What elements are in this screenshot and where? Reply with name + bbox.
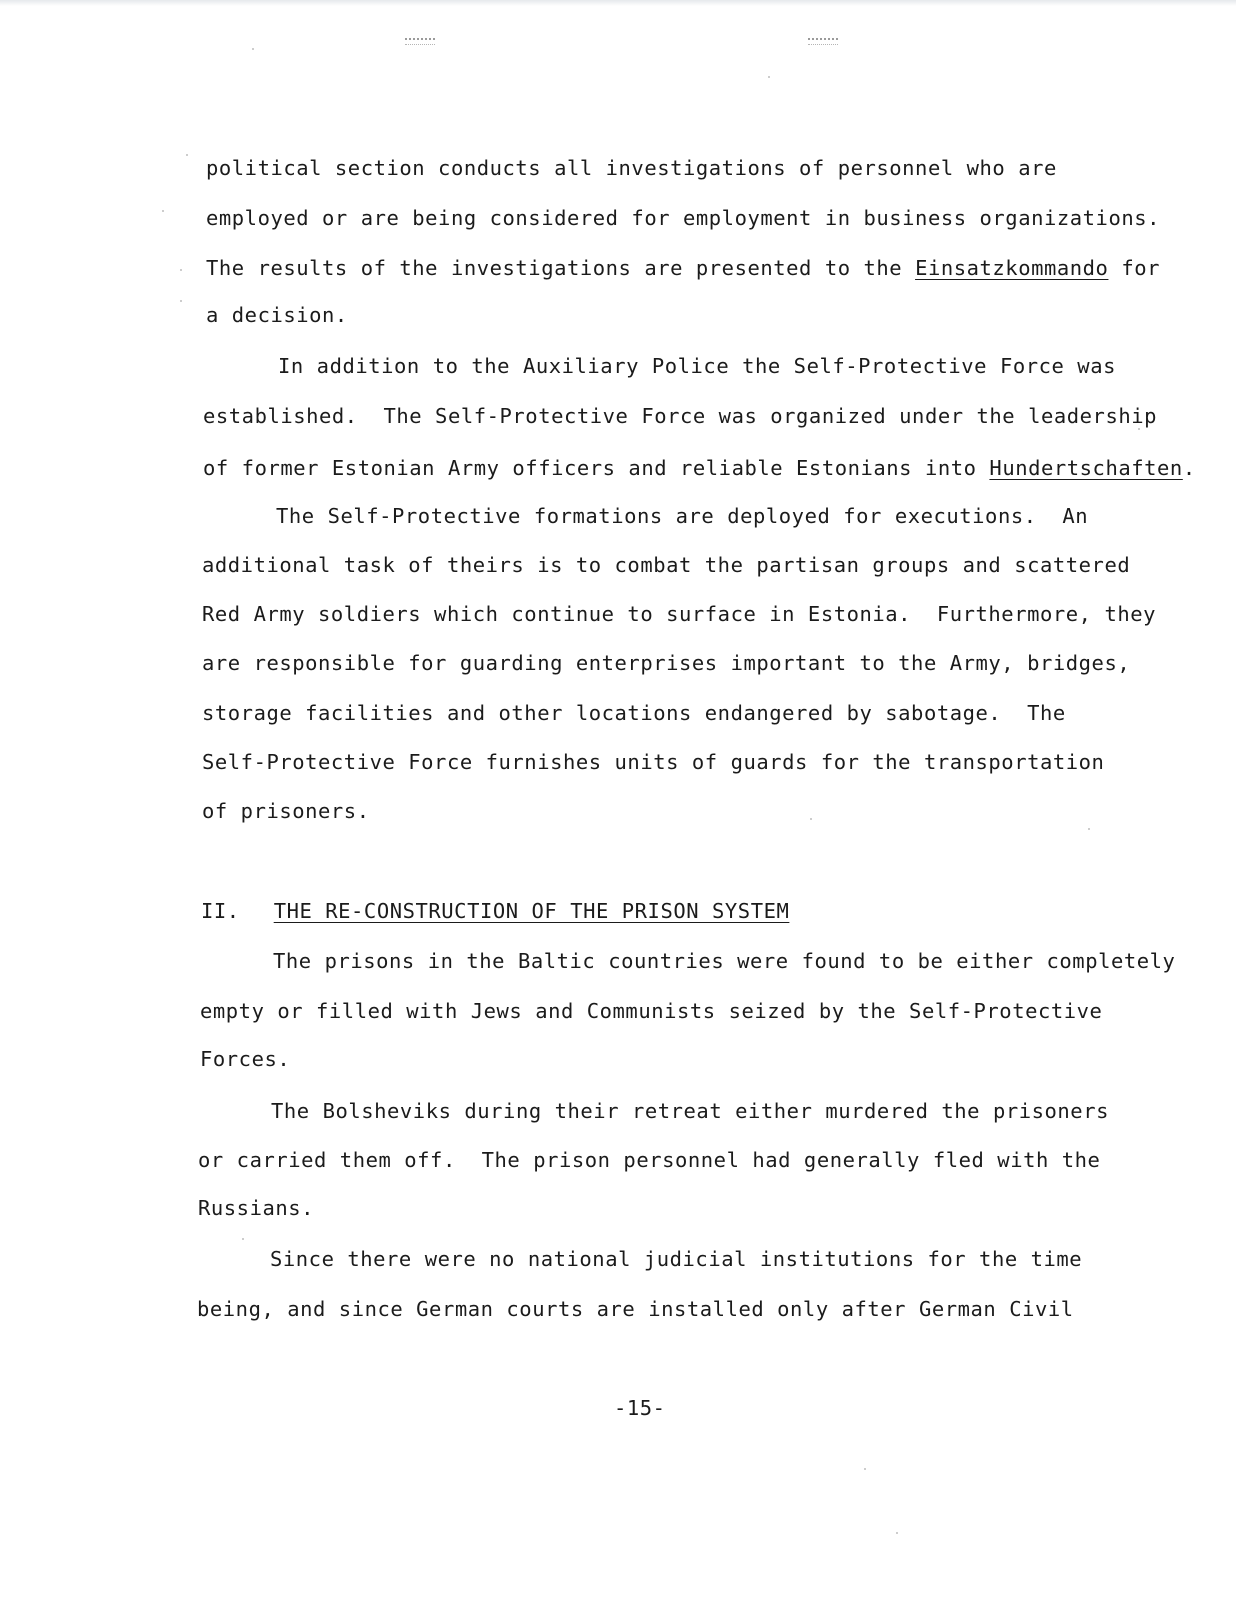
scan-speck — [162, 210, 164, 212]
body-line: are responsible for guarding enterprises important to the Army, bridges, — [202, 651, 1131, 675]
body-line — [203, 455, 1196, 481]
term-einsatzkommando: Einsatzkommando — [915, 256, 1109, 280]
body-line — [206, 255, 1160, 281]
body-line: Forces. — [200, 1047, 291, 1071]
body-line-text: The results of the investigations are presented to the — [206, 256, 916, 280]
body-line: or carried them off. The prison personnel had generally fled with the — [198, 1148, 1101, 1172]
scan-speck — [1088, 828, 1090, 830]
scan-speck — [242, 1238, 244, 1240]
body-line-tail: for — [1108, 256, 1161, 280]
scan-speck — [896, 1532, 898, 1534]
body-line: In addition to the Auxiliary Police the Self-Protective Force was — [278, 354, 1116, 378]
scan-speck — [186, 154, 188, 156]
scan-mark-left — [405, 38, 435, 45]
page-number: -15- — [614, 1396, 666, 1420]
term-hundertschaften: Hundertschaften — [989, 456, 1183, 480]
body-line: The Self-Protective formations are deployed for executions. An — [276, 504, 1089, 528]
scan-speck — [768, 76, 770, 78]
body-line-text: of former Estonian Army officers and reliable Estonians into — [203, 456, 990, 480]
body-line: Self-Protective Force furnishes units of guards for the transportation — [202, 750, 1105, 774]
scan-speck — [864, 1468, 866, 1470]
body-line: political section conducts all investigations of personnel who are — [206, 156, 1057, 180]
section-number: II. — [201, 899, 240, 923]
body-line: Since there were no national judicial institutions for the time — [270, 1247, 1083, 1271]
scan-speck — [810, 818, 812, 820]
body-line: empty or filled with Jews and Communists seized by the Self-Protective — [200, 999, 1103, 1023]
scan-speck — [180, 269, 182, 271]
body-line: Russians. — [198, 1196, 315, 1220]
body-line: employed or are being considered for employment in business organizations. — [206, 206, 1161, 230]
body-line: of prisoners. — [202, 799, 370, 823]
body-line: Red Army soldiers which continue to surface in Estonia. Furthermore, they — [202, 602, 1157, 626]
body-line: being, and since German courts are installed only after German Civil — [197, 1297, 1074, 1321]
body-line: additional task of theirs is to combat the partisan groups and scattered — [202, 553, 1131, 577]
section-heading — [201, 898, 789, 924]
scan-mark-right — [808, 38, 838, 45]
body-line-tail: . — [1182, 456, 1196, 480]
body-line: The prisons in the Baltic countries were found to be either completely — [273, 949, 1176, 973]
scan-speck — [180, 300, 182, 302]
body-line: a decision. — [206, 303, 348, 327]
section-title: THE RE-CONSTRUCTION OF THE PRISON SYSTEM — [273, 899, 790, 923]
body-line: The Bolsheviks during their retreat either murdered the prisoners — [271, 1099, 1109, 1123]
body-line: storage facilities and other locations endangered by sabotage. The — [202, 701, 1066, 725]
body-line: established. The Self-Protective Force was organized under the leadership — [203, 404, 1158, 428]
scan-top-edge — [0, 0, 1236, 6]
scan-speck — [252, 48, 254, 50]
